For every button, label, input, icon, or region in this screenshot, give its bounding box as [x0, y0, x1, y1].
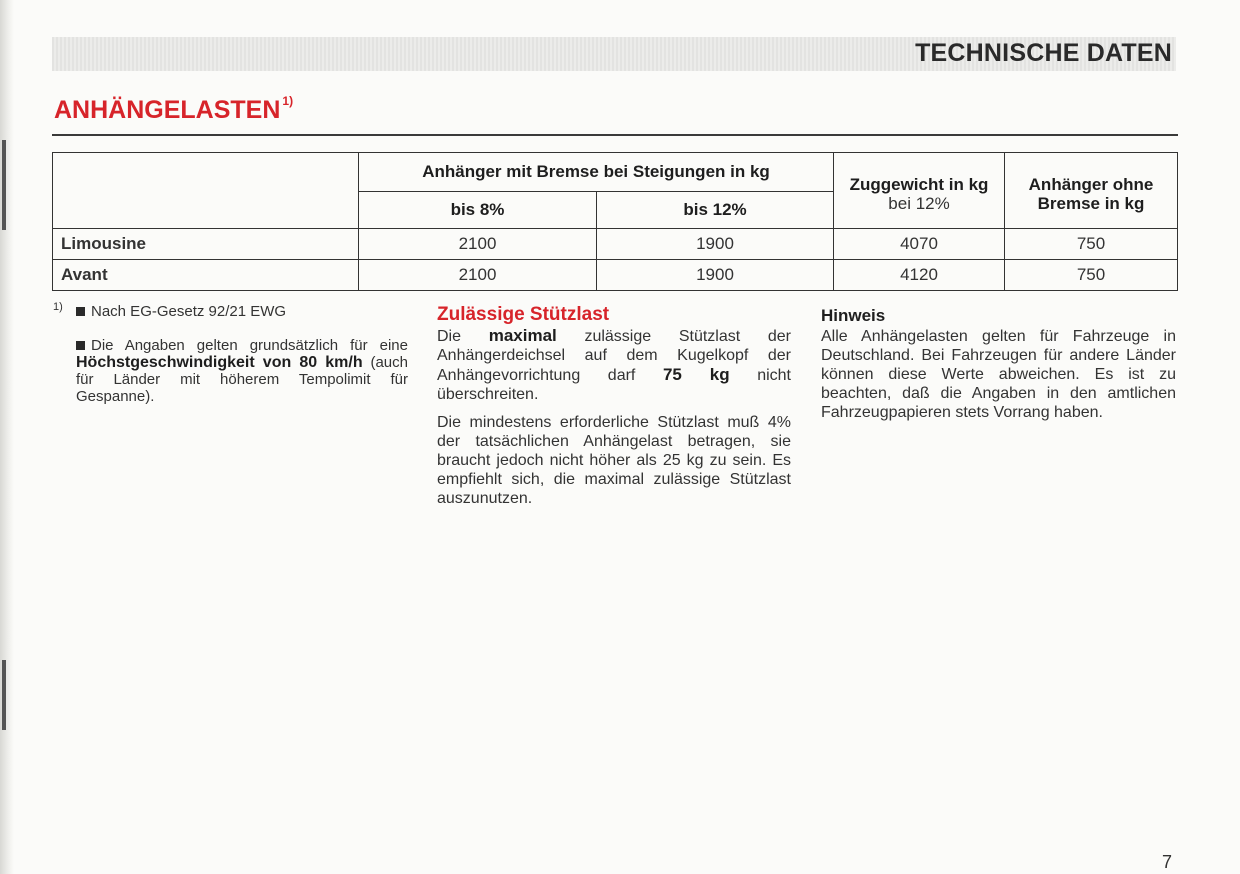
page-binding-edge: [0, 0, 14, 874]
binding-mark: [2, 660, 6, 730]
footnote-law-text: Nach EG-Gesetz 92/21 EWG: [91, 303, 287, 320]
footnote-speed-note: [76, 337, 408, 405]
cell-ohne-bremse: 750: [1005, 260, 1178, 291]
page-title-text: ANHÄNGELASTEN: [54, 96, 281, 124]
zuggewicht-label: Zuggewicht in kg: [849, 175, 989, 194]
table-subheader-bis-12: bis 12%: [597, 192, 834, 229]
page-title-footnote-ref: 1): [282, 93, 294, 108]
table-group-header: Anhänger mit Bremse bei Steigungen in kg: [359, 153, 834, 192]
table-subheader-bis-8: bis 8%: [359, 192, 597, 229]
stuetzlast-p1-bold-75kg: 75 kg: [662, 365, 730, 384]
cell-bis-8: 2100: [359, 260, 597, 291]
cell-zuggewicht: 4120: [834, 260, 1005, 291]
table-row: [53, 260, 1178, 291]
bullet-square-icon: [76, 341, 85, 350]
footnote-note-bold: Höchstgeschwindigkeit von 80 km/h: [76, 354, 363, 371]
footnote-note-pre: Die Angaben gelten grundsätzlich für eine: [91, 337, 408, 354]
cell-zuggewicht: 4070: [834, 229, 1005, 260]
zuggewicht-sub-label: bei 12%: [888, 194, 950, 213]
stuetzlast-p1-post: nicht überschreiten.: [437, 367, 791, 403]
cell-bis-12: 1900: [597, 229, 834, 260]
page-number: 7: [1162, 852, 1173, 872]
stuetzlast-title: Zulässige Stützlast: [437, 304, 610, 325]
stuetzlast-p1-mid: zulässige Stützlast der Anhängerdeichsel auf dem Kugelkopf der Anhängevorrichtung darf: [437, 328, 791, 384]
cell-bis-8: 2100: [359, 229, 597, 260]
stuetzlast-p1-pre: Die: [437, 328, 462, 345]
stuetzlast-paragraph-1: [437, 326, 791, 404]
stuetzlast-section: [437, 305, 791, 517]
trailer-load-table: [52, 152, 1178, 291]
page-title: [54, 93, 294, 125]
table-header-zuggewicht: [834, 153, 1005, 229]
footnote-note-post: (auch für Länder mit höherem Tempolimit für Gespanne).: [76, 354, 408, 405]
row-label: Limousine: [53, 229, 359, 260]
footnote-marker: 1): [53, 301, 63, 313]
table-corner-cell: [53, 153, 359, 229]
hinweis-section: [821, 306, 1176, 431]
table-row: [53, 229, 1178, 260]
stuetzlast-p1-bold-maximal: maximal: [488, 326, 557, 345]
section-title: TECHNISCHE DATEN: [915, 39, 1172, 67]
bullet-square-icon: [76, 307, 85, 316]
stuetzlast-paragraph-2: Die mindestens erforderliche Stützlast muß 4% der tatsächlichen Anhängelast betragen, sie braucht jedoch nicht höher als 25 kg zu sein. Es empfiehlt sich, die maximal zulässige Stützlast auszunutzen.: [437, 414, 791, 507]
heading-rule: [52, 134, 1178, 136]
hinweis-title: Hinweis: [821, 306, 886, 325]
cell-bis-12: 1900: [597, 260, 834, 291]
row-label: Avant: [53, 260, 359, 291]
binding-mark: [2, 140, 6, 230]
table-header-ohne-bremse: Anhänger ohne Bremse in kg: [1005, 153, 1178, 229]
footnote-law: [76, 303, 286, 320]
cell-ohne-bremse: 750: [1005, 229, 1178, 260]
hinweis-text: Alle Anhängelasten gelten für Fahrzeuge in Deutschland. Bei Fahrzeugen für andere Länder können diese Werte abweichen. Es ist zu beachten, daß die Angaben in den amtlichen Fahrzeugpapieren stets Vorrang haben.: [821, 328, 1176, 421]
